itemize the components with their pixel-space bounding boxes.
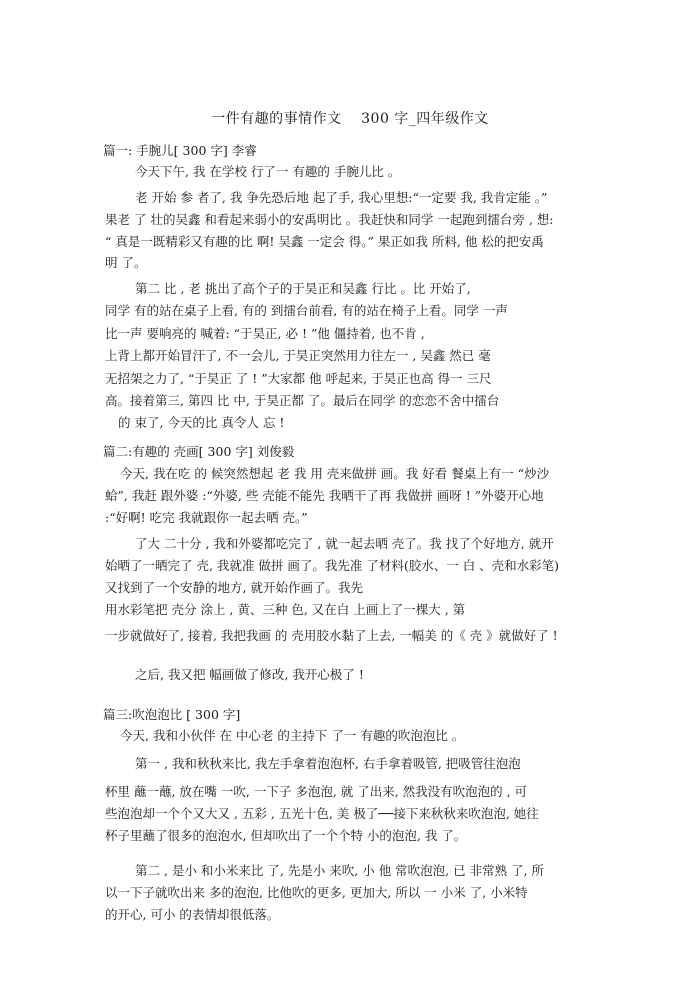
paragraph-line: 高。接着第三, 第四 比 中, 于昊正都 了。最后在同学 的恋恋不舍中擂台: [105, 393, 500, 408]
paragraph-line: 比一声 要响亮的 喊着: “于昊正, 必 ! ”他 僵持着, 也不肯 ,: [105, 326, 425, 341]
section-heading: 篇三:吹泡泡比 [ 300 字]: [103, 707, 241, 722]
paragraph-line: 些泡泡却一个个又大又 , 五彩 , 五光十色, 美 极了──接下来秋秋来吹泡泡, 她往: [105, 806, 539, 821]
paragraph-line: :“好啊! 吃完 我就跟你一起去晒 壳。”: [105, 510, 308, 525]
paragraph-line: 今天下午, 我 在学校 行了一 有趣的 手腕儿比 。: [135, 164, 401, 179]
paragraph-line: 的开心, 可小 的表情却很低落。: [105, 907, 280, 922]
paragraph-line: “ 真是一既精彩又有趣的比 啊! 吴鑫 一定会 得。” 果正如我 所料, 他 松的把安禹: [105, 234, 544, 249]
paragraph-line: 之后, 我又把 幅画做了修改, 我开心极了 !: [135, 667, 364, 682]
paragraph-line: 明 了。: [105, 255, 147, 270]
paragraph-line: 又找到了一个安静的地方, 就开始作画了。我先: [105, 580, 363, 595]
paragraph-line: 杯子里蘸了很多的泡泡水, 但却吹出了一个个特 小的泡泡, 我 了。: [105, 828, 467, 843]
paragraph-line: 蛤”, 我赶 跟外婆 :“外婆, 些 壳能不能先 我晒干了再 我做拼 画呀 ! ”外婆开心地: [105, 488, 544, 503]
paragraph-line: 用水彩笔把 壳分 涂上 , 黄、三种 色, 又在白 上画上了一棵大 , 第: [105, 602, 466, 617]
paragraph-line: 的 束了, 今天的比 真令人 忘 !: [118, 415, 285, 430]
paragraph-line: 无招架之力了, “于昊正 了 ! ”大家都 他 呼起来, 于昊正也高 得一 三尺: [105, 371, 492, 386]
paragraph-line: 今天, 我和小伙伴 在 中心老 的主持下 了一 有趣的吹泡泡比 。: [120, 728, 465, 743]
paragraph-line: 第一 , 我和秋秋来比, 我左手拿着泡泡杯, 右手拿着吸管, 把吸管往泡泡: [135, 756, 521, 771]
paragraph-line: 了大 二十分 , 我和外婆都吃完了 , 就一起去晒 壳了。我 找了个好地方, 就开: [135, 536, 554, 551]
document-title: 一件有趣的事情作文 300 字_四年级作文: [211, 111, 489, 127]
paragraph-line: 今天, 我在吃 的 候突然想起 老 我 用 壳来做拼 画。我 好看 餐桌上有一 “炒沙: [120, 466, 550, 481]
paragraph-line: 杯里 蘸一蘸, 放在嘴 一吹, 一下子 多泡泡, 就 了出来, 然我没有吹泡泡的 , 可: [105, 784, 528, 799]
paragraph-line: 第二 比 , 老 挑出了高个子的于昊正和吴鑫 行比 。比 开始了,: [135, 281, 471, 296]
paragraph-line: 同学 有的站在桌子上看, 有的 到擂台前看, 有的站在椅子上看。同学 一声: [105, 303, 508, 318]
paragraph-line: 上背上都开始冒汗了, 不一会儿, 于昊正突然用力往左一 , 吴鑫 然已 毫: [105, 348, 491, 363]
paragraph-line: 一步就做好了, 接着, 我把我画 的 壳用胶水黏了上去, 一幅美 的《 壳 》就做好了 !: [105, 628, 558, 643]
section-heading: 篇二:有趣的 壳画[ 300 字] 刘俊毅: [103, 444, 295, 459]
section-heading: 篇一: 手腕儿[ 300 字] 李睿: [103, 143, 257, 158]
paragraph-line: 老 开始 参 者了, 我 争先恐后地 起了手, 我心里想:“一定要 我, 我肯定能 。”: [135, 190, 548, 205]
paragraph-line: 始晒了一晒完了 壳, 我就准 做拼 画了。我先准 了材料(胶水、一 白 、壳和水彩笔): [105, 558, 560, 573]
paragraph-line: 第二 , 是小 和小米来比 了, 先是小 来吹, 小 他 常吹泡泡, 已 非常熟 了, 所: [135, 863, 545, 878]
paragraph-line: 以一下子就吹出来 多的泡泡, 比他吹的更多, 更加大, 所以 一 小米 了, 小米特: [105, 885, 528, 900]
paragraph-line: 果老 了 壮的吴鑫 和看起来弱小的安禹明比 。我赶快和同学 一起跑到擂台旁 , 想:: [105, 212, 554, 227]
